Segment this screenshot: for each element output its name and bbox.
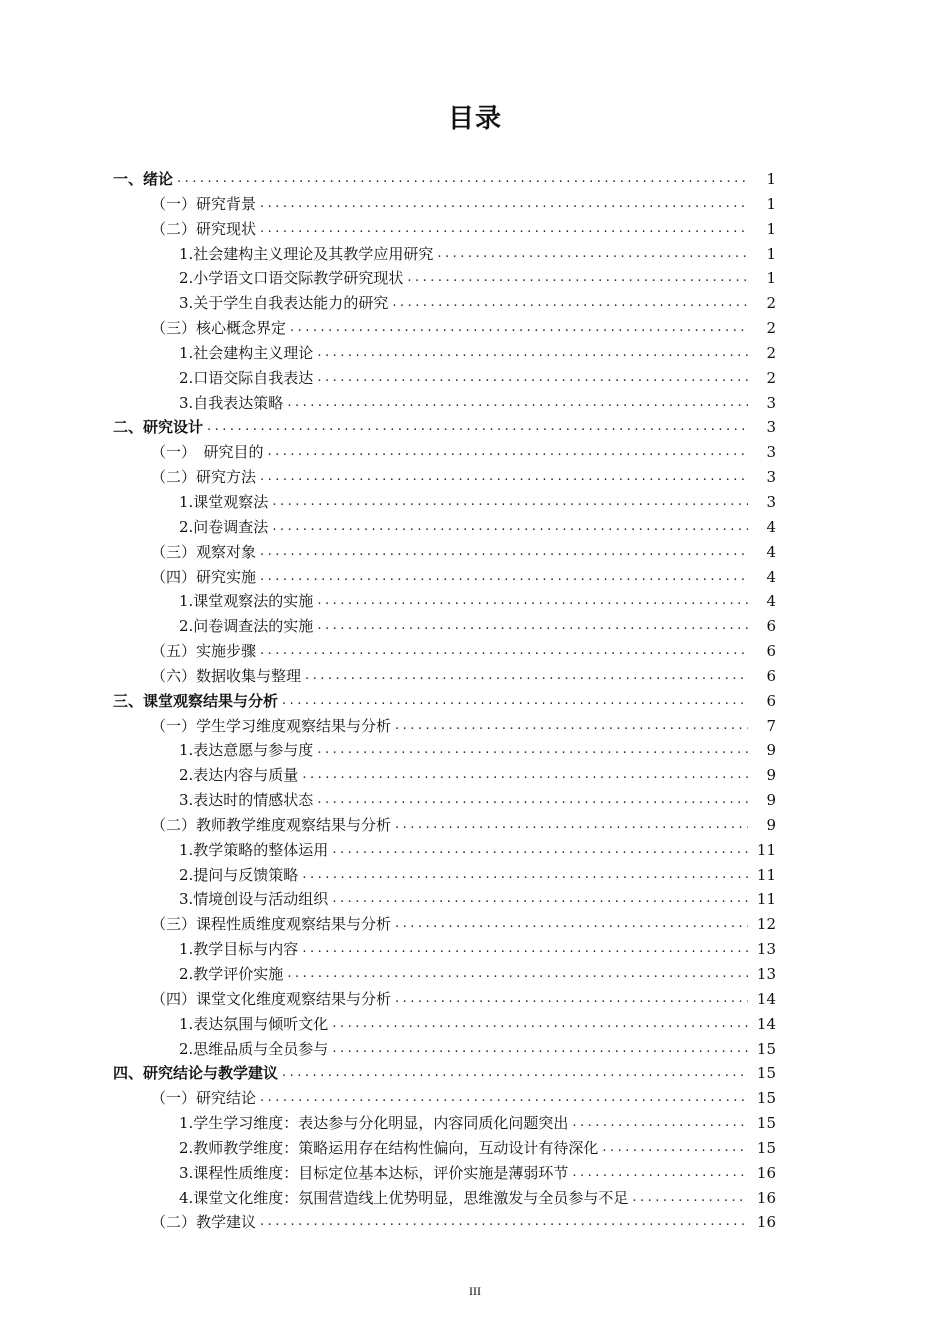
dot-leader <box>395 912 748 937</box>
toc-entry-level-3[interactable] <box>0 391 950 416</box>
toc-entry-page-number: 9 <box>766 791 776 810</box>
toc-entry-label: 2.问卷调查法的实施 <box>179 617 314 636</box>
toc-entry-page-number: 6 <box>766 617 776 636</box>
dot-leader <box>260 192 748 217</box>
toc-entry-label: （二）研究现状 <box>151 219 257 238</box>
toc-entry-label: 1.课堂观察法 <box>179 492 269 511</box>
toc-entry-level-3[interactable] <box>0 1186 950 1211</box>
toc-entry-label: 1.教学策略的整体运用 <box>179 840 329 859</box>
toc-entry-label: 1.表达氛围与倾听文化 <box>179 1014 329 1033</box>
toc-entry-level-2[interactable] <box>0 440 950 465</box>
toc-entry-level-2[interactable] <box>0 639 950 664</box>
dot-leader <box>332 1012 748 1037</box>
toc-entry-label: 4.课堂文化维度：氛围营造线上优势明显，思维激发与全员参与不足 <box>179 1188 629 1207</box>
toc-entry-label: 3.自我表达策略 <box>179 393 284 412</box>
dot-leader <box>317 589 748 614</box>
dot-leader <box>302 763 748 788</box>
toc-entry-label: 2.问卷调查法 <box>179 517 269 536</box>
toc-entry-level-3[interactable] <box>0 515 950 540</box>
toc-entry-level-3[interactable] <box>0 490 950 515</box>
toc-entry-label: 2.教学评价实施 <box>179 965 284 983</box>
toc-entry-page-number: 1 <box>766 219 776 238</box>
toc-entry-label: （二）教学建议 <box>151 1213 257 1232</box>
toc-entry-page-number: 14 <box>756 989 776 1008</box>
toc-entry-label: 2.教师教学维度：策略运用存在结构性偏向，互动设计有待深化 <box>179 1138 599 1157</box>
toc-entry-level-3[interactable] <box>0 788 950 813</box>
toc-entry-page-number: 1 <box>766 244 776 263</box>
toc-entry-page-number: 16 <box>756 1213 776 1232</box>
toc-entry-level-3[interactable] <box>0 962 950 987</box>
toc-entry-level-1[interactable] <box>0 1061 950 1086</box>
toc-entry-label: 3.关于学生自我表达能力的研究 <box>179 294 389 313</box>
toc-entry-label: 1.学生学习维度：表达参与分化明显，内容同质化问题突出 <box>179 1114 569 1133</box>
toc-entry-page-number: 6 <box>766 642 776 661</box>
dot-leader <box>317 614 748 639</box>
toc-entry-label: 3.课程性质维度：目标定位基本达标，评价实施是薄弱环节 <box>179 1163 569 1182</box>
toc-entry-page-number: 3 <box>766 418 776 437</box>
toc-entry-page-number: 1 <box>766 194 776 213</box>
dot-leader <box>282 689 748 714</box>
toc-entry-page-number: 12 <box>756 915 776 934</box>
dot-leader <box>260 1210 748 1235</box>
dot-leader <box>260 639 748 664</box>
toc-entry-level-2[interactable] <box>0 565 950 590</box>
toc-entry-level-3[interactable] <box>0 1161 950 1186</box>
dot-leader <box>572 1111 748 1136</box>
dot-leader <box>272 490 748 515</box>
toc-entry-page-number: 3 <box>766 393 776 412</box>
dot-leader <box>290 316 748 341</box>
toc-entry-level-2[interactable] <box>0 540 950 565</box>
dot-leader <box>332 838 748 863</box>
dot-leader <box>177 167 748 192</box>
toc-entry-level-2[interactable] <box>0 987 950 1012</box>
toc-entry-level-3[interactable] <box>0 1111 950 1136</box>
toc-entry-label: （一）研究结论 <box>151 1089 257 1108</box>
toc-entry-page-number: 16 <box>756 1163 776 1182</box>
toc-entry-level-3[interactable] <box>0 589 950 614</box>
toc-entry-label: 1.教学目标与内容 <box>179 940 299 959</box>
toc-entry-level-2[interactable] <box>0 1210 950 1235</box>
toc-entry-page-number: 14 <box>756 1014 776 1033</box>
toc-entry-label: （一）研究背景 <box>151 194 257 213</box>
dot-leader <box>260 540 748 565</box>
toc-entry-page-number: 2 <box>766 294 776 313</box>
toc-entry-page-number: 15 <box>756 1138 776 1157</box>
toc-entry-page-number: 2 <box>766 343 776 362</box>
toc-entry-level-3[interactable] <box>0 1136 950 1161</box>
dot-leader <box>317 738 748 763</box>
toc-entry-label: 1.表达意愿与参与度 <box>179 741 314 760</box>
toc-entry-page-number: 11 <box>756 840 776 859</box>
toc-entry-page-number: 3 <box>766 492 776 511</box>
toc-entry-level-3[interactable] <box>0 838 950 863</box>
toc-entry-label: 1.社会建构主义理论 <box>179 343 314 362</box>
toc-entry-page-number: 4 <box>766 567 776 586</box>
toc-entry-level-3[interactable] <box>0 1037 950 1062</box>
toc-entry-level-2[interactable] <box>0 217 950 242</box>
toc-entry-page-number: 6 <box>766 666 776 685</box>
toc-entry-level-2[interactable] <box>0 912 950 937</box>
toc-entry-label: （六）数据收集与整理 <box>151 666 302 685</box>
dot-leader <box>395 987 748 1012</box>
toc-entry-level-2[interactable] <box>0 664 950 689</box>
toc-entry-page-number: 9 <box>766 741 776 760</box>
dot-leader <box>437 242 748 267</box>
toc-entry-level-1[interactable] <box>0 167 950 192</box>
toc-entry-label: （四）研究实施 <box>151 567 257 586</box>
toc-entry-label: 1.社会建构主义理论及其教学应用研究 <box>179 244 434 263</box>
toc-entry-level-3[interactable] <box>0 1012 950 1037</box>
toc-entry-label: （五）实施步骤 <box>151 642 257 661</box>
dot-leader <box>260 1086 748 1111</box>
dot-leader <box>392 291 748 316</box>
toc-entry-level-2[interactable] <box>0 813 950 838</box>
toc-entry-page-number: 1 <box>766 269 776 288</box>
toc-entry-level-3[interactable] <box>0 887 950 912</box>
dot-leader <box>407 266 748 291</box>
toc-entry-label: （三）核心概念界定 <box>151 319 287 338</box>
dot-leader <box>268 440 748 465</box>
dot-leader <box>287 391 748 416</box>
toc-entry-level-2[interactable] <box>0 1086 950 1111</box>
toc-entry-level-3[interactable] <box>0 242 950 267</box>
toc-entry-level-1[interactable] <box>0 415 950 440</box>
toc-entry-label: （四）课堂文化维度观察结果与分析 <box>151 989 392 1008</box>
toc-entry-label: 2.小学语文口语交际教学研究现状 <box>179 269 404 288</box>
toc-entry-level-1[interactable] <box>0 689 950 714</box>
toc-entry-label: 3.情境创设与活动组织 <box>179 890 329 909</box>
dot-leader <box>282 1061 748 1086</box>
toc-entry-level-2[interactable] <box>0 192 950 217</box>
toc-entry-level-3[interactable] <box>0 341 950 366</box>
toc-entry-label: 一、绪论 <box>113 170 174 188</box>
toc-entry-level-2[interactable] <box>0 465 950 490</box>
toc-entry-page-number: 16 <box>756 1188 776 1207</box>
toc-entry-label: 三、课堂观察结果与分析 <box>113 691 279 710</box>
toc-entry-page-number: 2 <box>766 368 776 387</box>
toc-entry-label: （一） 研究目的 <box>151 443 264 462</box>
toc-entry-page-number: 2 <box>766 319 776 338</box>
toc-entry-label: 四、研究结论与教学建议 <box>113 1064 279 1083</box>
toc-entry-label: 2.思维品质与全员参与 <box>179 1039 329 1058</box>
dot-leader <box>317 366 748 391</box>
dot-leader <box>287 962 748 987</box>
toc-entry-page-number: 4 <box>766 517 776 536</box>
dot-leader <box>332 887 748 912</box>
toc-entry-level-3[interactable] <box>0 366 950 391</box>
toc-entry-label: 2.表达内容与质量 <box>179 766 299 785</box>
toc-entry-page-number: 9 <box>766 815 776 834</box>
toc-entry-page-number: 11 <box>756 865 776 884</box>
dot-leader <box>395 813 748 838</box>
dot-leader <box>302 937 748 962</box>
toc-entry-level-3[interactable] <box>0 266 950 291</box>
toc-entry-page-number: 15 <box>756 1039 776 1058</box>
toc-entry-label: 3.表达时的情感状态 <box>179 791 314 810</box>
dot-leader <box>602 1136 748 1161</box>
toc-entry-label: （二）研究方法 <box>151 468 257 487</box>
dot-leader <box>260 217 748 242</box>
toc-entry-page-number: 3 <box>766 468 776 487</box>
toc-entry-label: （一）学生学习维度观察结果与分析 <box>151 716 392 735</box>
toc-entry-page-number: 15 <box>756 1089 776 1108</box>
dot-leader <box>305 664 748 689</box>
toc-entry-level-2[interactable] <box>0 316 950 341</box>
toc-entry-level-2[interactable] <box>0 714 950 739</box>
toc-entry-label: 二、研究设计 <box>113 418 204 437</box>
toc-entry-page-number: 4 <box>766 542 776 561</box>
toc-entry-page-number: 15 <box>756 1114 776 1133</box>
toc-entry-page-number: 4 <box>766 592 776 611</box>
table-of-contents <box>0 167 950 1235</box>
dot-leader <box>632 1186 748 1211</box>
toc-entry-label: （三）课程性质维度观察结果与分析 <box>151 915 392 934</box>
toc-entry-label: 2.提问与反馈策略 <box>179 865 299 884</box>
dot-leader <box>302 863 748 888</box>
toc-entry-page-number: 3 <box>766 443 776 462</box>
dot-leader <box>332 1037 748 1062</box>
toc-entry-page-number: 9 <box>766 766 776 785</box>
page-number-footer: III <box>469 1284 481 1298</box>
dot-leader <box>317 788 748 813</box>
toc-entry-page-number: 13 <box>756 965 776 983</box>
dot-leader <box>572 1161 748 1186</box>
toc-entry-page-number: 6 <box>766 691 776 710</box>
toc-entry-page-number: 11 <box>756 890 776 909</box>
toc-entry-page-number: 1 <box>766 170 776 188</box>
dot-leader <box>395 714 748 739</box>
dot-leader <box>272 515 748 540</box>
toc-entry-level-3[interactable] <box>0 291 950 316</box>
dot-leader <box>317 341 748 366</box>
toc-entry-level-3[interactable] <box>0 863 950 888</box>
toc-entry-page-number: 15 <box>756 1064 776 1083</box>
toc-entry-label: （二）教师教学维度观察结果与分析 <box>151 815 392 834</box>
dot-leader <box>260 465 748 490</box>
toc-entry-label: 2.口语交际自我表达 <box>179 368 314 387</box>
toc-entry-level-3[interactable] <box>0 614 950 639</box>
toc-entry-level-3[interactable] <box>0 937 950 962</box>
toc-entry-label: 1.课堂观察法的实施 <box>179 592 314 611</box>
toc-entry-level-3[interactable] <box>0 763 950 788</box>
toc-entry-level-3[interactable] <box>0 738 950 763</box>
page-title: 目录 <box>447 104 502 134</box>
dot-leader <box>207 415 748 440</box>
dot-leader <box>260 565 748 590</box>
toc-entry-page-number: 13 <box>756 940 776 959</box>
toc-entry-page-number: 7 <box>766 716 776 735</box>
toc-entry-label: （三）观察对象 <box>151 542 257 561</box>
